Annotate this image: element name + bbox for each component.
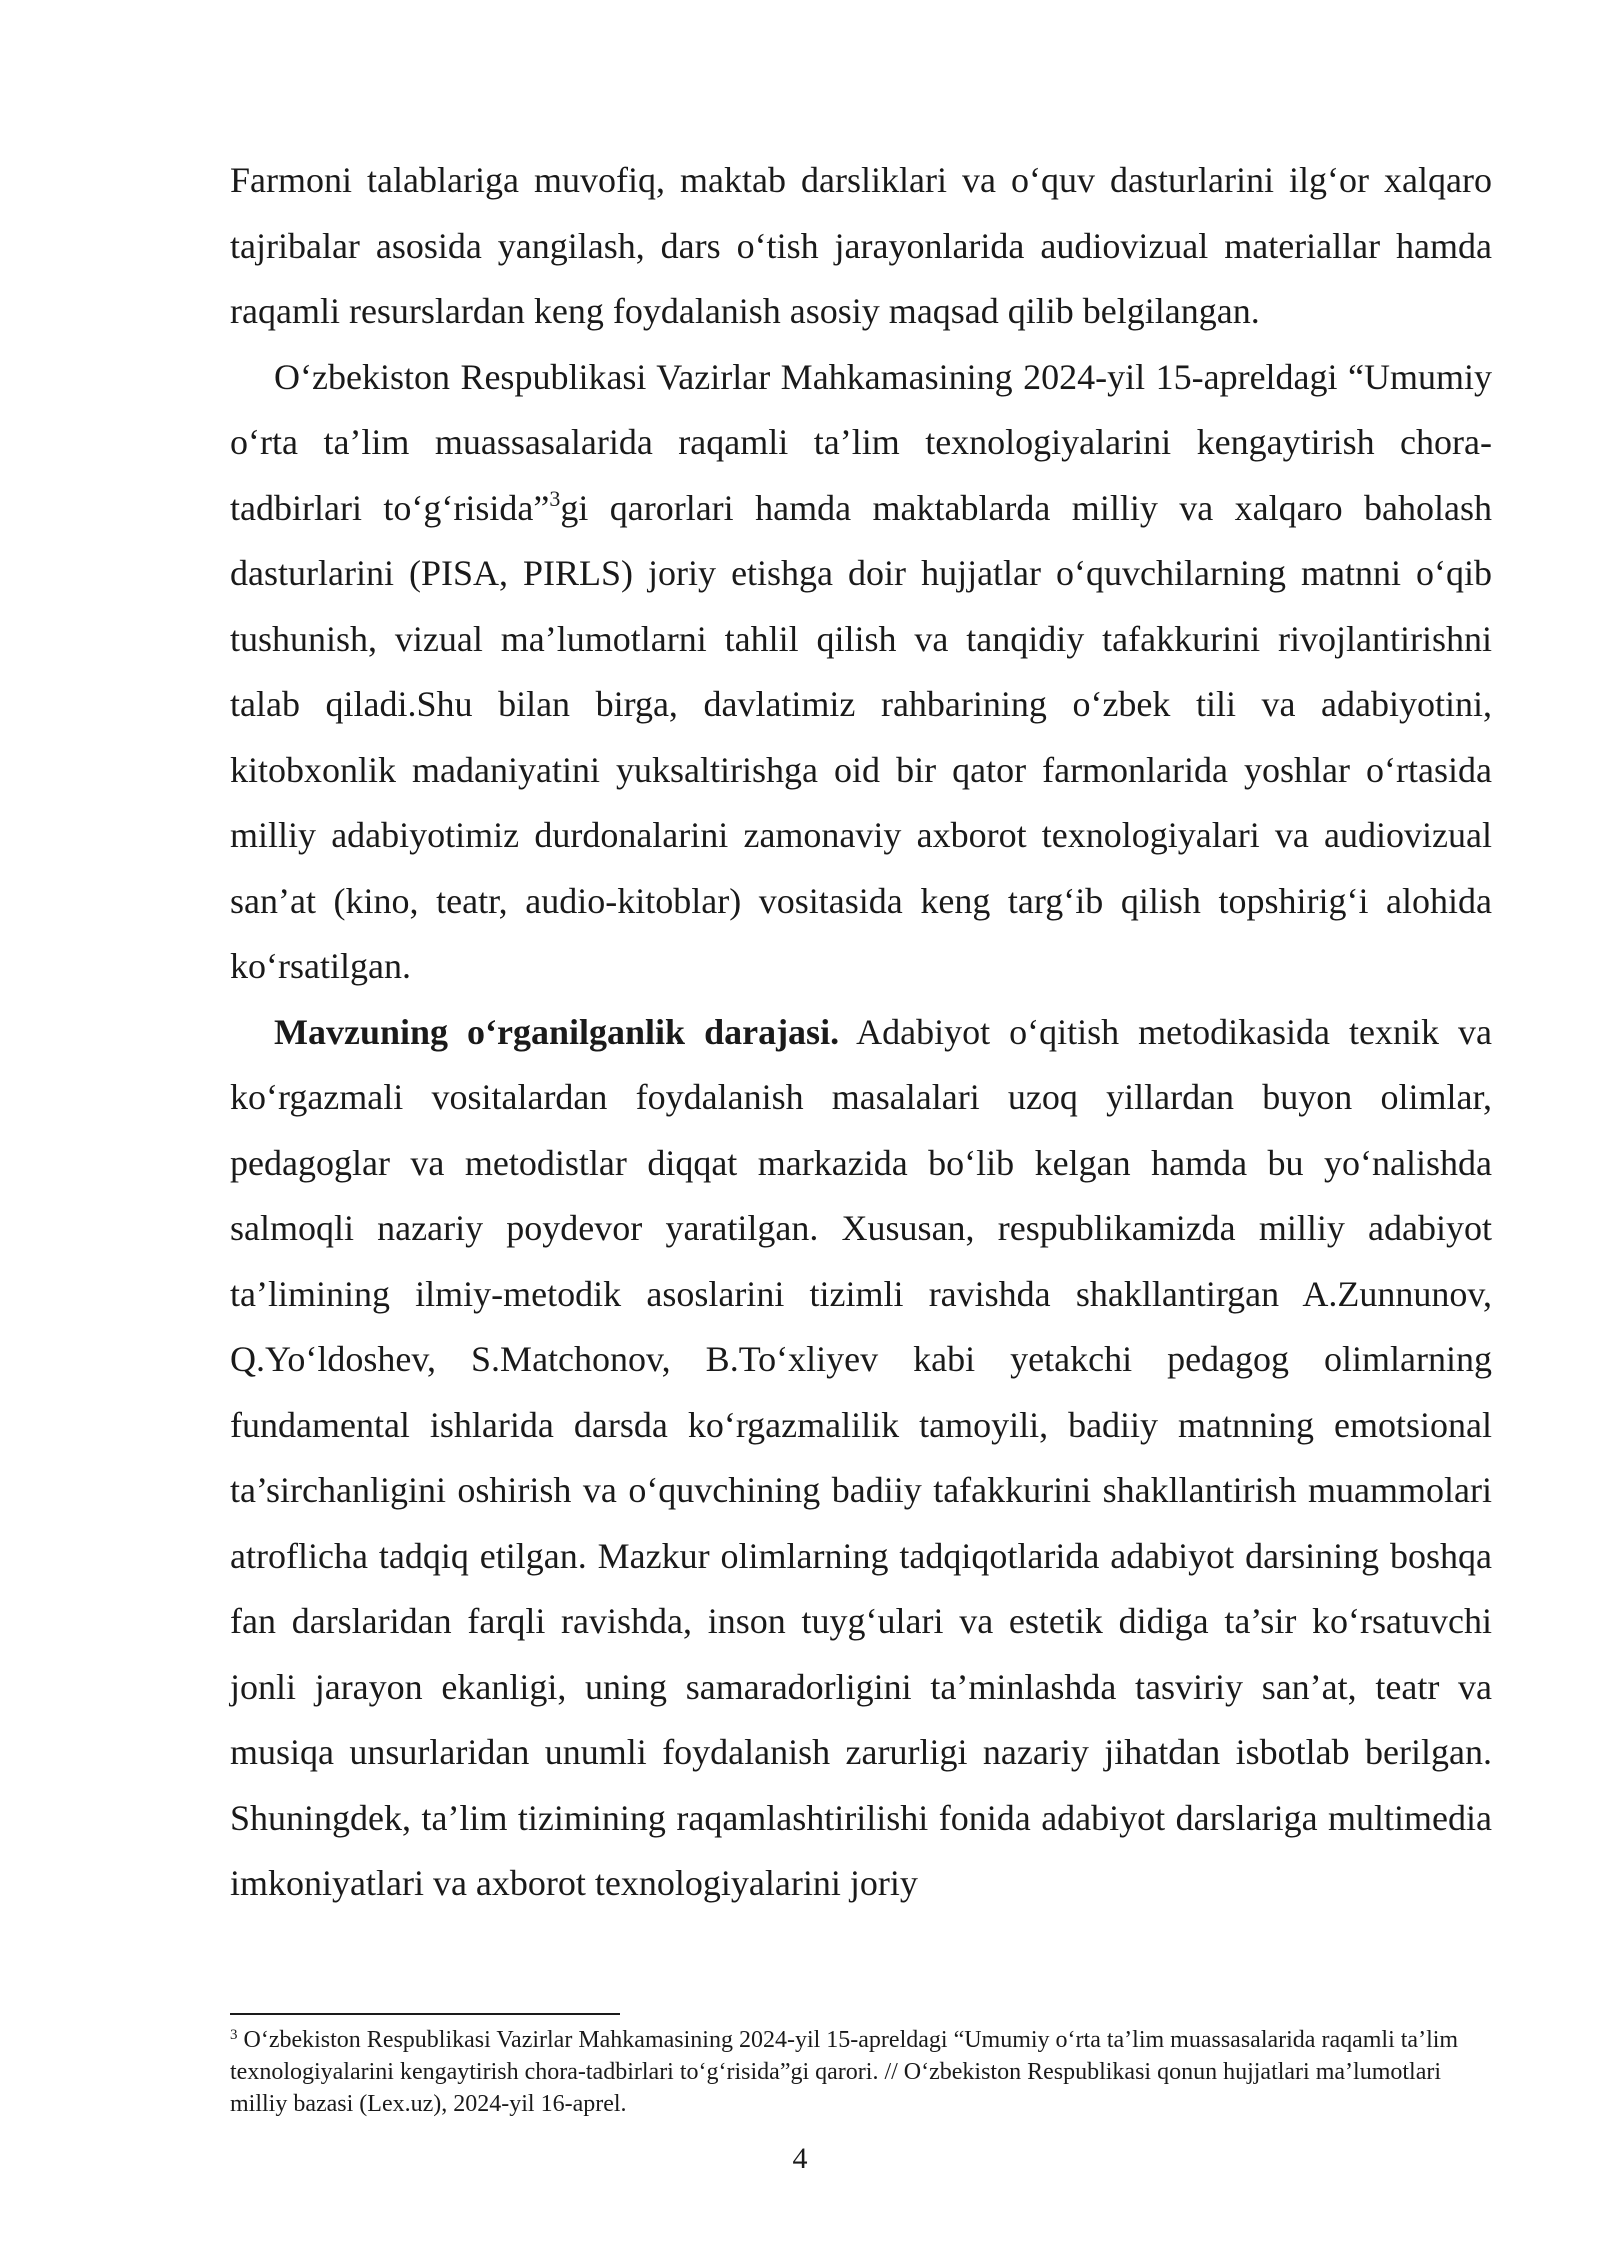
footnote-marker: 3 [230,2027,238,2043]
footnote-separator [230,2013,620,2015]
paragraph-regulation-part1: O‘zbekiston Respublikasi Vazirlar Mahkamasining 2024-yil 15-apreldagi “Umumiy o‘rta ta’lim muassasalarida raqamli ta’lim texnologiyalarini kengaytirish chora-tadbirlari to‘g‘risida” [230,356,1492,528]
paragraph-regulation-part2: gi qarorlari hamda maktablarda milliy va xalqaro baholash dasturlarini (PISA, PIRLS) joriy etishga doir hujjatlar o‘quvchilarning matnni o‘qib tushunish, vizual ma’lumotlarni tahlil qilish va tanqidiy tafakkurini rivojlantirishni talab qiladi.Shu bilan birga, davlatimiz rahbarining o‘zbek tili va adabiyotini, kitobxonlik madaniyatini yuksaltirishga oid bir qator farmonlarida yoshlar o‘rtasida milliy adabiyotimiz durdonalarini zamonaviy axborot texnologiyalari va audiovizual san’at (kino, teatr, audio-kitoblar) vositasida keng targ‘ib qilish topshirig‘i alohida ko‘rsatilgan. [230,487,1492,986]
paragraph-research-level-text: Adabiyot o‘qitish metodikasida texnik va ko‘rgazmali vositalardan foydalanish masalalari uzoq yillardan buyon olimlar, pedagoglar va metodistlar diqqat markazida bo‘lib kelgan hamda bu yo‘nalishda salmoqli nazariy poydevor yaratilgan. Xususan, respublikamizda milliy adabiyot ta’limining ilmiy-metodik asoslarini tizimli ravishda shakllantirgan A.Zunnunov, Q.Yo‘ldoshev, S.Matchonov, B.To‘xliyev kabi yetakchi pedagog olimlarning fundamental ishlarida darsda ko‘rgazmalilik tamoyili, badiiy matnning emotsional ta’sirchanligini oshirish va o‘quvchining badiiy tafakkurini shakllantirish muammolari atroflicha tadqiq etilgan. Mazkur olimlarning tadqiqotlarida adabiyot darsining boshqa fan darslaridan farqli ravishda, inson tuyg‘ulari va estetik didiga ta’sir ko‘rsatuvchi jonli jarayon ekanligi, uning samaradorligini ta’minlashda tasviriy san’at, teatr va musiqa unsurlaridan unumli foydalanish zarurligi nazariy jihatdan isbotlab berilgan. Shuningdek, ta’lim tizimining raqamlashtirilishi fonida adabiyot darslariga multimedia imkoniyatlari va axborot texnologiyalarini joriy [230,1011,1493,1903]
footnote [230,2024,1492,2120]
paragraph-research-level [230,1000,1492,1917]
footnote-text: O‘zbekiston Respublikasi Vazirlar Mahkamasining 2024-yil 15-apreldagi “Umumiy o‘rta ta’lim muassasalarida raqamli ta’lim texnologiyalarini kengaytirish chora-tadbirlari to‘g‘risida”gi qarori. // O‘zbekiston Respublikasi qonun hujjatlari ma’lumotlari milliy bazasi (Lex.uz), 2024-yil 16-aprel. [230,2027,1459,2117]
section-heading: Mavzuning o‘rganilganlik darajasi. [274,1011,840,1052]
paragraph-regulation [230,345,1492,1000]
body-text [230,148,1492,1917]
footnote-reference[interactable]: 3 [549,485,561,511]
page-number: 4 [792,2142,808,2175]
paragraph-continuation: Farmoni talablariga muvofiq, maktab darsliklari va o‘quv dasturlarini ilg‘or xalqaro tajribalar asosida yangilash, dars o‘tish jarayonlarida audiovizual materiallar hamda raqamli resurslardan keng foydalanish asosiy maqsad qilib belgilangan. [230,160,1492,331]
